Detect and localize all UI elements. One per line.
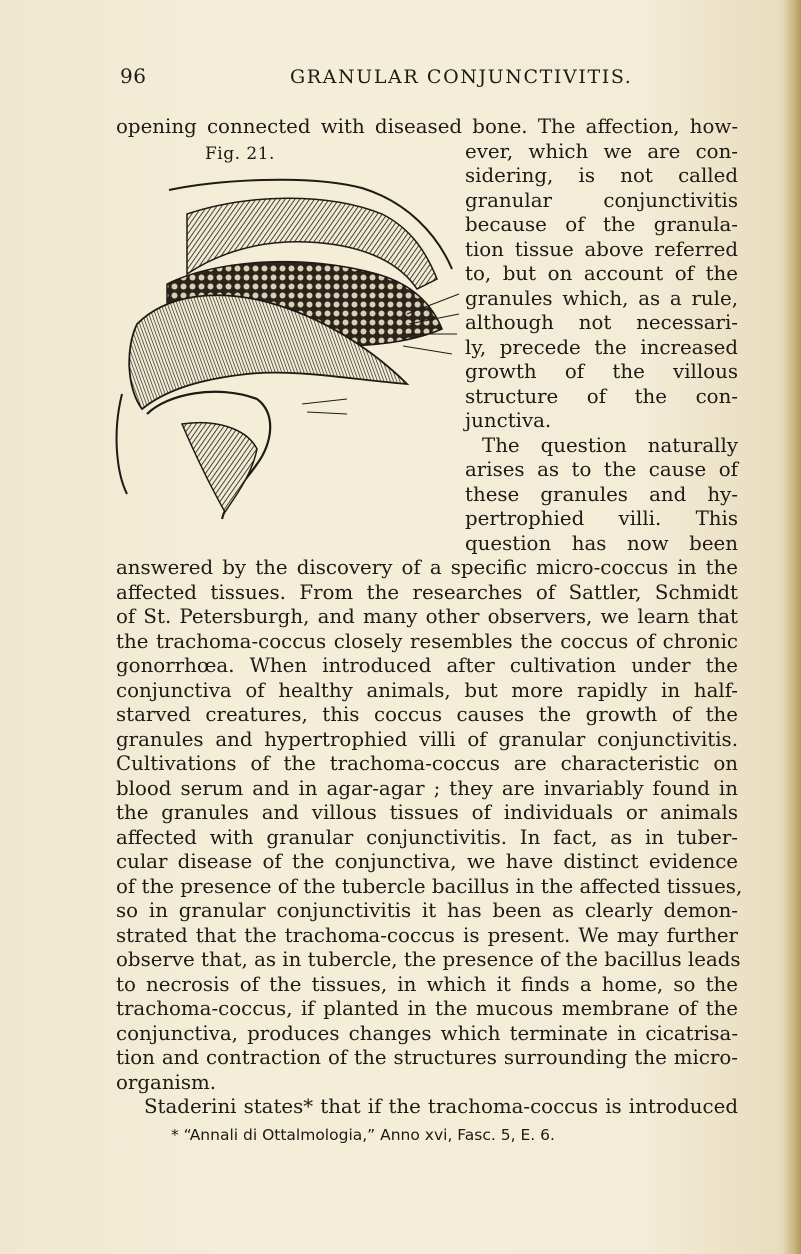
text-line: strated that the trachoma-coccus is present. We may further (116, 924, 738, 947)
footnote: * “Annali di Ottalmologia,” Anno xvi, Fasc. 5, E. 6. (171, 1126, 555, 1144)
text-line: granules and hypertrophied villi of granular conjunctivitis. (116, 728, 738, 751)
text-line: junctiva. (465, 409, 552, 432)
text-line: affected tissues. From the researches of Sattler, Schmidt (116, 581, 738, 604)
text-line: structure of the con- (465, 385, 738, 408)
text-line: of St. Petersburgh, and many other observers, we learn that (116, 605, 738, 628)
page-edge-shadow (783, 0, 801, 1254)
page-number: 96 (120, 64, 147, 88)
text-line: blood serum and in agar-agar ; they are invariably found in (116, 777, 738, 800)
text-line: these granules and hy- (465, 483, 738, 506)
text-line: opening connected with diseased bone. The affection, how- (116, 115, 738, 138)
running-title: GRANULAR CONJUNCTIVITIS. (290, 66, 633, 88)
text-line: pertrophied villi. This (465, 507, 738, 530)
text-line: affected with granular conjunctivitis. In fact, as in tuber- (116, 826, 738, 849)
text-line: Cultivations of the trachoma-coccus are characteristic on (116, 752, 738, 775)
text-line: answered by the discovery of a specific micro-coccus in the (116, 556, 738, 579)
granular-conjunctivitis-illustration (107, 174, 465, 544)
text-line: ever, which we are con- (465, 140, 738, 163)
text-line: tion tissue above referred (465, 238, 738, 261)
text-line: although not necessari- (465, 311, 738, 334)
text-line: gonorrhœa. When introduced after cultivation under the (116, 654, 738, 677)
text-line: conjunctiva, produces changes which terminate in cicatrisa- (116, 1022, 738, 1045)
text-line: starved creatures, this coccus causes the growth of the (116, 703, 738, 726)
text-line: growth of the villous (465, 360, 738, 383)
text-line: observe that, as in tubercle, the presence of the bacillus leads (116, 948, 741, 971)
text-line: trachoma-coccus, if planted in the mucous membrane of the (116, 997, 738, 1020)
text-line: tion and contraction of the structures surrounding the micro- (116, 1046, 738, 1069)
figure-label: Fig. 21. (205, 144, 275, 164)
text-line: The question naturally (482, 434, 738, 457)
text-line: organism. (116, 1071, 217, 1094)
text-line: the trachoma-coccus closely resembles the coccus of chronic (116, 630, 738, 653)
text-line: granules which, as a rule, (465, 287, 738, 310)
text-line: of the presence of the tubercle bacillus in the affected tissues, (116, 875, 743, 898)
text-line: ly, precede the increased (465, 336, 738, 359)
text-line: granular conjunctivitis (465, 189, 738, 212)
text-line: Staderini states* that if the trachoma-coccus is introduced (144, 1095, 738, 1118)
text-line: to necrosis of the tissues, in which it finds a home, so the (116, 973, 738, 996)
text-line: because of the granula- (465, 213, 738, 236)
text-line: question has now been (465, 532, 738, 555)
text-line: to, but on account of the (465, 262, 738, 285)
text-line: conjunctiva of healthy animals, but more rapidly in half- (116, 679, 738, 702)
text-line: sidering, is not called (465, 164, 738, 187)
text-line: the granules and villous tissues of individuals or animals (116, 801, 738, 824)
text-line: cular disease of the conjunctiva, we have distinct evidence (116, 850, 738, 873)
text-line: so in granular conjunctivitis it has been as clearly demon- (116, 899, 738, 922)
text-line: arises as to the cause of (465, 458, 738, 481)
